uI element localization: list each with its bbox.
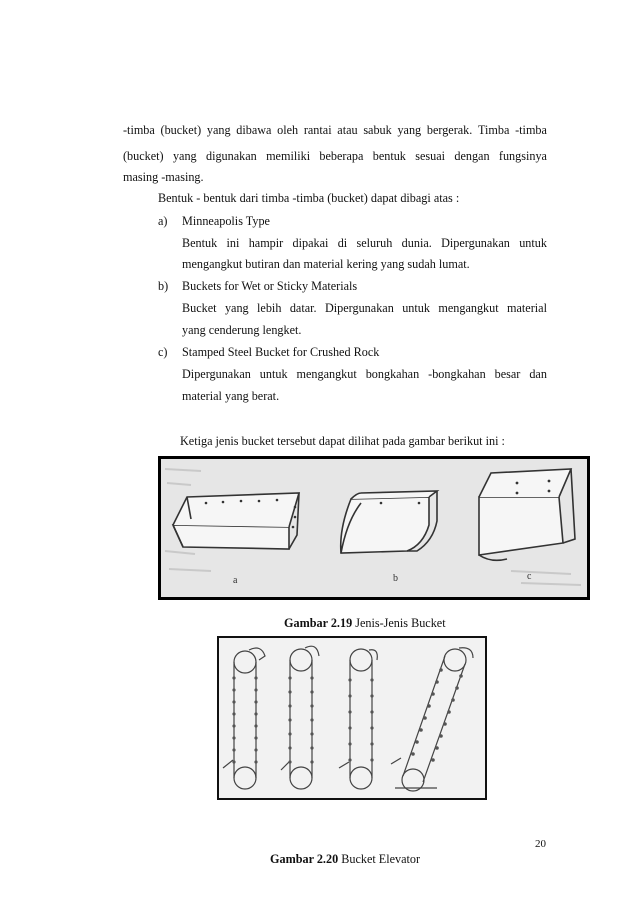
word: untuk (259, 367, 288, 381)
word: Dipergunakan (324, 301, 394, 315)
list-item-a-desc-line1 (182, 237, 547, 249)
word: mengangkut (296, 367, 357, 381)
word: rantai (303, 123, 332, 137)
word: beberapa (319, 149, 364, 163)
figure-intro: Ketiga jenis bucket tersebut dapat dilihat pada gambar berikut ini : (180, 434, 505, 448)
word: oleh (277, 123, 299, 137)
word: yang (172, 149, 197, 163)
list-item-b-marker: b) (158, 279, 169, 293)
bucket-a-label: a (233, 575, 238, 586)
figure-bucket-types (158, 456, 590, 600)
list-item-b-title: Buckets for Wet or Sticky Materials (182, 279, 358, 293)
word: dan (529, 367, 547, 381)
word: (bucket) (160, 123, 202, 137)
word: yang (397, 123, 422, 137)
word: bentuk (372, 149, 406, 163)
list-item-a-title: Minneapolis Type (182, 214, 270, 228)
word: lebih (257, 301, 282, 315)
word: -timba (515, 123, 547, 137)
bucket-types-drawing (161, 459, 587, 597)
word: (bucket) (123, 149, 164, 163)
bucket-a-drawing (173, 493, 299, 549)
word: Timba (478, 123, 510, 137)
word: di (337, 236, 348, 250)
word: sesuai (415, 149, 446, 163)
bucket-elevator-drawing (219, 638, 485, 798)
figure2-caption (270, 853, 420, 865)
page-number: 20 (535, 838, 546, 850)
word: Dipergunakan (182, 367, 251, 381)
bucket-b-label: b (393, 573, 398, 584)
word: -bongkahan (428, 367, 486, 381)
word: digunakan (205, 149, 257, 163)
word: ini (226, 236, 240, 250)
word: datar. (289, 301, 317, 315)
word: bongkahan (365, 367, 420, 381)
bucket-c-label: c (527, 571, 532, 582)
paragraph1-line2 (123, 150, 547, 162)
figure1-caption-text: Jenis-Jenis Bucket (352, 616, 446, 630)
figure1-caption-number: Gambar 2.19 (284, 616, 353, 630)
word: memiliki (266, 149, 311, 163)
word: seluruh (356, 236, 393, 250)
word: yang (224, 301, 249, 315)
list-intro: Bentuk - bentuk dari timba -timba (bucket) dapat dibagi atas : (158, 191, 460, 205)
list-item-c-desc-line2: material yang berat. (182, 389, 280, 403)
list-item-b-desc-line2: yang cenderung lengket. (182, 323, 302, 337)
word: dipakai (292, 236, 329, 250)
figure-bucket-elevator (217, 636, 487, 800)
paragraph1-line1 (123, 124, 547, 136)
word: untuk (402, 301, 430, 315)
word: dunia. (401, 236, 432, 250)
list-item-c-marker: c) (158, 345, 168, 359)
paragraph1-line3: masing -masing. (123, 170, 204, 184)
word: Bucket (182, 301, 217, 315)
figure2-caption-number: Gambar 2.20 (270, 852, 339, 866)
word: dengan (454, 149, 490, 163)
list-item-c-desc-line1 (182, 368, 547, 380)
word: material (507, 301, 547, 315)
word: Dipergunakan (441, 236, 510, 250)
word: mengangkut (438, 301, 499, 315)
figure1-caption (284, 617, 446, 629)
word: yang (206, 123, 231, 137)
word: atau (337, 123, 358, 137)
figure2-caption-text: Bucket Elevator (338, 852, 421, 866)
word: untuk (519, 236, 547, 250)
list-item-b-desc-line1 (182, 302, 547, 314)
word: dibawa (236, 123, 272, 137)
list-item-a-desc-line2: mengangkut butiran dan material kering yang sudah lumat. (182, 257, 470, 271)
word: sabuk (363, 123, 392, 137)
word: fungsinya (498, 149, 547, 163)
word: Bentuk (182, 236, 218, 250)
word: bergerak. (426, 123, 473, 137)
word: -timba (123, 123, 155, 137)
word: besar (494, 367, 521, 381)
word: hampir (248, 236, 284, 250)
list-item-c-title: Stamped Steel Bucket for Crushed Rock (182, 345, 380, 359)
list-item-a-marker: a) (158, 214, 168, 228)
